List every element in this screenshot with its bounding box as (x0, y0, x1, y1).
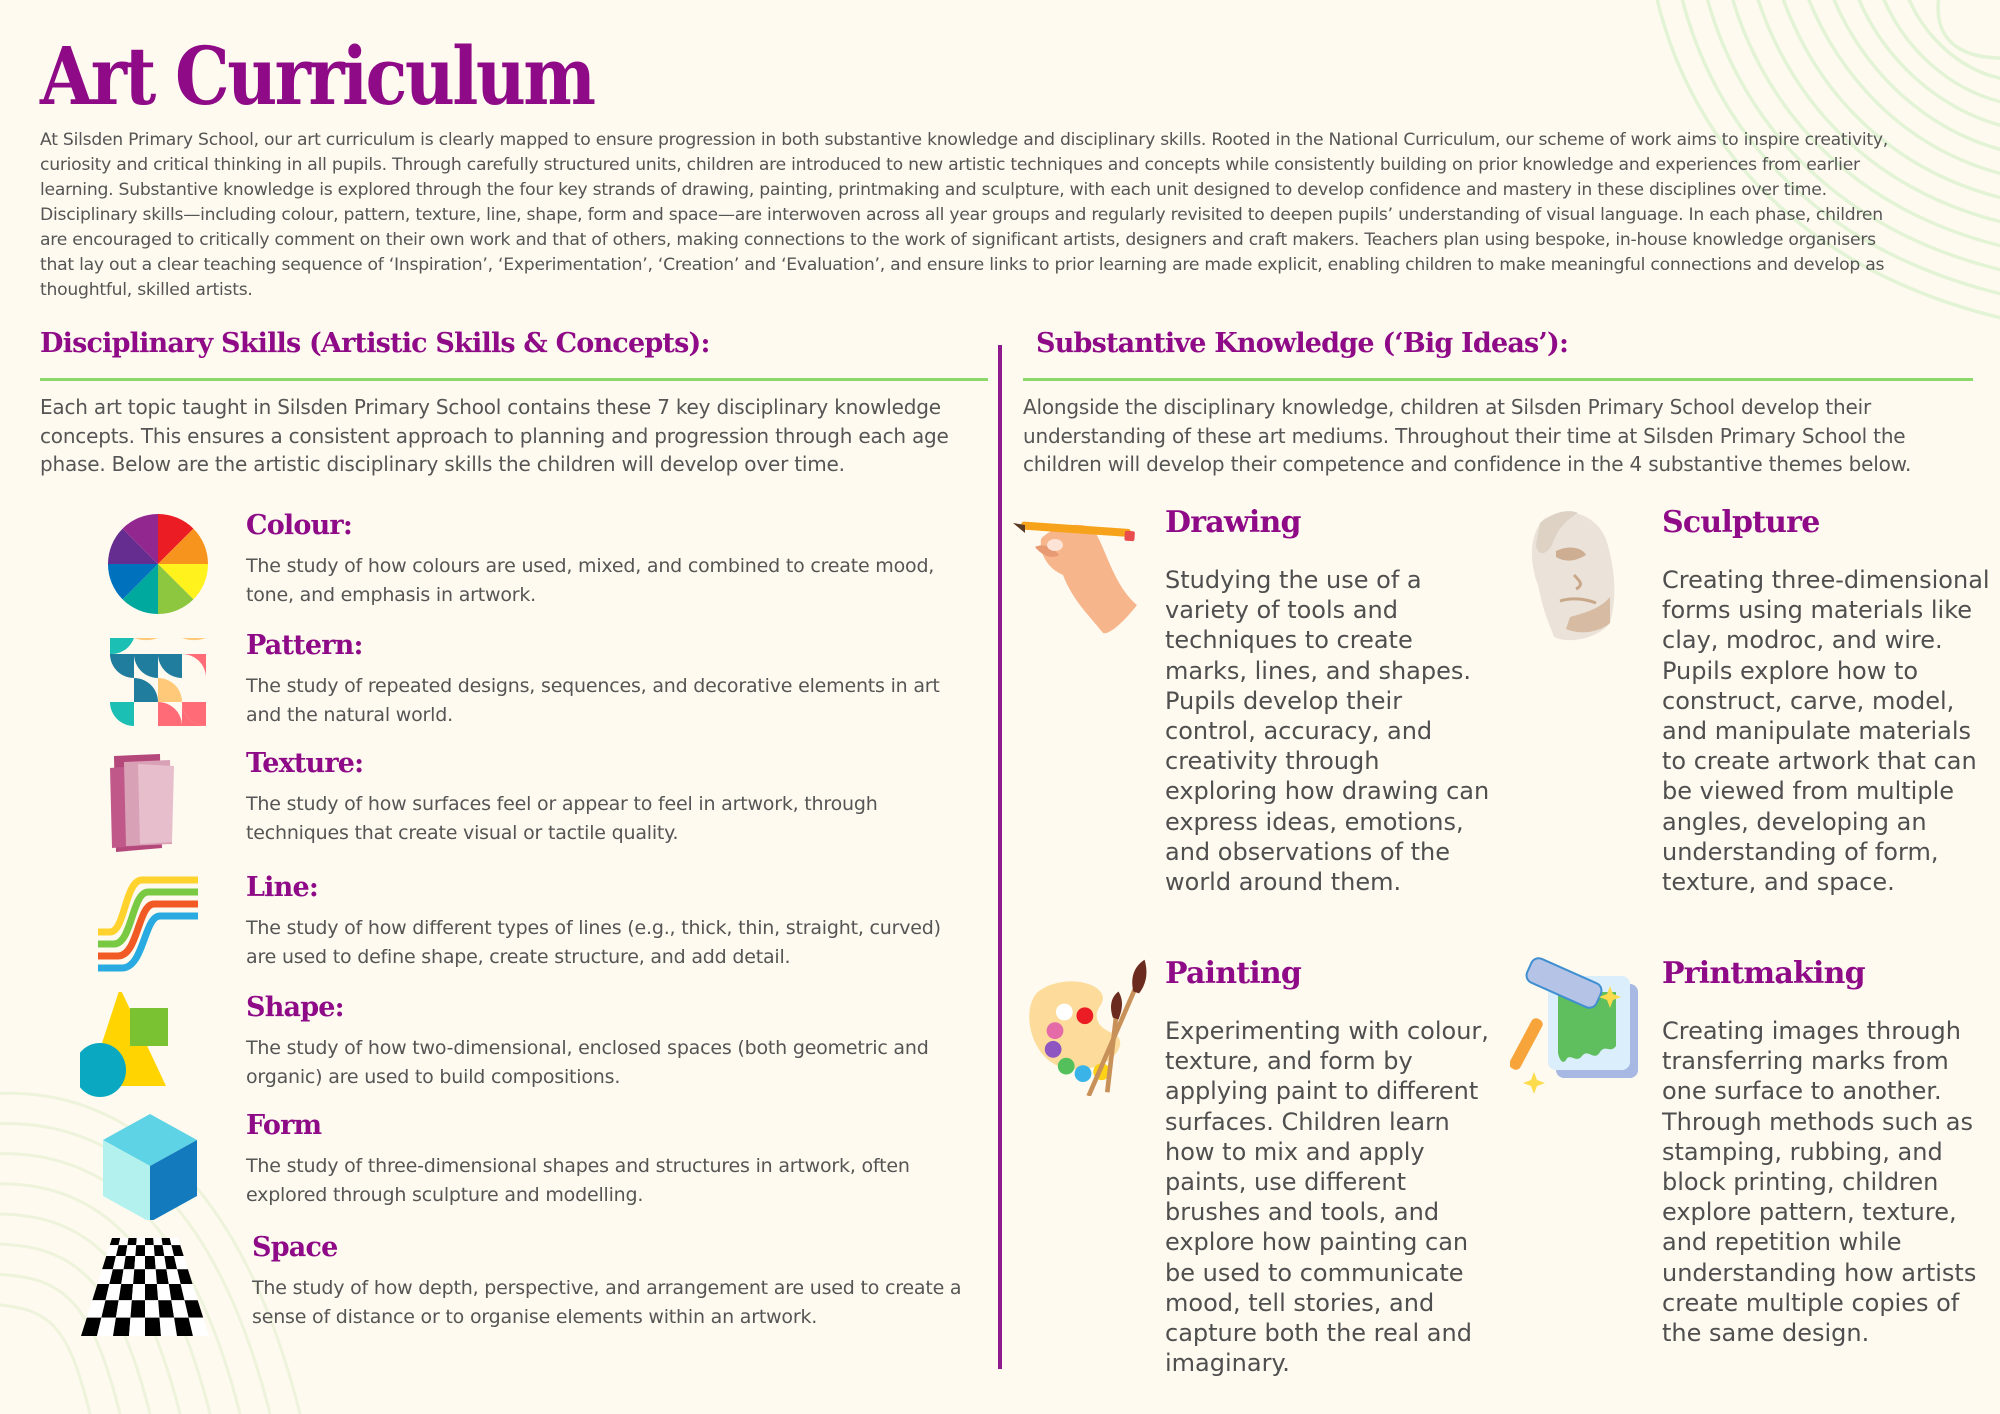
checker-tile (129, 1318, 145, 1336)
checker-tile (145, 1245, 155, 1256)
checker-tile (170, 1238, 180, 1245)
skill-name: Space (252, 1232, 338, 1263)
checker-tile (127, 1238, 136, 1245)
checker-tile (145, 1269, 157, 1284)
checker-tile (145, 1284, 158, 1300)
intro-paragraph: At Silsden Primary School, our art curriculum is clearly mapped to ensure progression in both substantive knowledge and disciplinary skills. Rooted in the National Curriculum, our scheme of work aims to inspire creativity, curiosity and critical thinking in all pupils. Through carefully structured units, children are introduced to new artistic techniques and concepts while consistently building on prior knowledge and experiences from earlier learning. Substantive knowledge is explored through the four key strands of drawing, painting, printmaking and sculpture, with each unit designed to develop confidence and mastery in these disciplines over time. Disciplinary skills—including colour, pattern, texture, line, shape, form and space—are interwoven across all year groups and regularly revisited to deepen pupils’ understanding of visual language. In each phase, children are encouraged to critically comment on their own work and that of others, making connections to the work of significant artists, designers and craft makers. Teachers plan using bespoke, in-house knowledge organisers that lay out a clear teaching sequence of ‘Inspiration’, ‘Experimentation’, ‘Creation’ and ‘Evaluation’, and ensure links to prior learning are made explicit, enabling children to make meaningful connections and develop as thoughtful, skilled artists. (40, 130, 1889, 300)
substantive-knowledge-heading: Substantive Knowledge (‘Big Ideas’): (1036, 328, 1569, 359)
pattern-tiles-icon (80, 630, 210, 740)
skill-name: Texture: (246, 748, 364, 779)
checker-tile (113, 1318, 130, 1336)
colour-wheel-icon (80, 510, 210, 620)
theme-description: Creating images through transferring marks from one surface to another. Through methods such as stamping, rubbing, and block printing, children explore pattern, texture, and repetition while understanding how artists create multiple copies of the same design. (1662, 1017, 1977, 1348)
checker-tile (130, 1300, 145, 1317)
skill-description: The study of how surfaces feel or appear to feel in artwork, through techniques that create visual or tactile quality. (246, 793, 878, 844)
texture-swatch-icon (80, 748, 210, 858)
checker-tile (134, 1256, 145, 1269)
page-title: Art Curriculum (40, 29, 594, 123)
skill-name: Line: (246, 872, 319, 903)
skill-name: Pattern: (246, 630, 363, 661)
theme-description: Creating three-dimensional forms using materials like clay, modroc, and wire. Pupils explore how to construct, carve, model, and manipulate materials to create artwork that can be viewed from multiple angles, developing an understanding of form, texture, and space. (1662, 566, 1990, 897)
palette-brushes-icon (1013, 956, 1153, 1096)
checker-tile (110, 1238, 120, 1245)
shapes-icon (80, 992, 210, 1102)
checkerboard-perspective-icon (80, 1232, 210, 1342)
skill-name: Shape: (246, 992, 344, 1023)
checker-tile (153, 1238, 162, 1245)
hand-pencil-icon (1013, 505, 1153, 645)
disciplinary-lead: Each art topic taught in Silsden Primary School contains these 7 key disciplinary knowledge concepts. This ensures a consistent approach to planning and progression through each age phase. Below are the artistic disciplinary skills the children will develop over time. (40, 395, 949, 476)
checker-tile (133, 1269, 145, 1284)
theme-name: Printmaking (1662, 956, 1865, 991)
skill-description: The study of repeated designs, sequences, and decorative elements in art and the natural world. (246, 675, 940, 726)
checker-tile (160, 1318, 177, 1336)
checker-tile (145, 1318, 161, 1336)
checker-tile (136, 1238, 145, 1245)
checker-tile (145, 1256, 156, 1269)
skill-form (80, 1110, 980, 1220)
checker-tile (145, 1238, 154, 1245)
column-divider (998, 345, 1002, 1369)
heading-rule (1023, 378, 1973, 381)
skill-name: Colour: (246, 510, 352, 541)
checker-tile (116, 1300, 132, 1317)
statue-head-icon (1510, 505, 1650, 645)
checker-tile (119, 1238, 129, 1245)
theme-name: Drawing (1165, 505, 1301, 540)
checker-tile (135, 1245, 145, 1256)
skill-pattern (80, 630, 980, 740)
skill-name: Form (246, 1110, 322, 1141)
skill-space (80, 1232, 980, 1342)
skill-colour (80, 510, 980, 620)
skill-shape (80, 992, 980, 1102)
disciplinary-skills-heading: Disciplinary Skills (Artistic Skills & Concepts): (40, 328, 710, 359)
paint-roller-icon (1510, 956, 1650, 1096)
checker-tile (154, 1245, 165, 1256)
theme-name: Painting (1165, 956, 1302, 991)
substantive-lead: Alongside the disciplinary knowledge, children at Silsden Primary School develop their understanding of these art mediums. Throughout their time at Silsden Primary School the children will develop their competence and confidence in the 4 substantive themes below. (1023, 395, 1912, 476)
skill-description: The study of three-dimensional shapes and structures in artwork, often explored through sculpture and modelling. (246, 1155, 910, 1206)
rainbow-lines-icon (80, 872, 210, 982)
skill-description: The study of how colours are used, mixed, and combined to create mood, tone, and emphasis in artwork. (246, 555, 935, 606)
checker-tile (158, 1300, 174, 1317)
heading-rule (40, 378, 988, 381)
checker-tile (145, 1300, 160, 1317)
theme-description: Experimenting with colour, texture, and form by applying paint to different surfaces. Children learn how to mix and apply paints, use different brushes and tools, and explore how painting can be used to communicate mood, tell stories, and capture both the real and imaginary. (1165, 1017, 1489, 1378)
skill-description: The study of how two-dimensional, enclosed spaces (both geometric and organic) are used to build compositions. (246, 1037, 929, 1088)
checker-tile (132, 1284, 145, 1300)
theme-name: Sculpture (1662, 505, 1820, 540)
cube-icon (80, 1110, 210, 1220)
skill-description: The study of how different types of lines (e.g., thick, thin, straight, curved) are used to define shape, create structure, and add detail. (246, 917, 941, 968)
theme-description: Studying the use of a variety of tools and techniques to create marks, lines, and shapes. Pupils develop their control, accuracy, and creativity through exploring how drawing can express ideas, emotions, and observations of the world around them. (1165, 566, 1490, 897)
checker-tile (126, 1245, 137, 1256)
skill-description: The study of how depth, perspective, and arrangement are used to create a sense of distance or to organise elements within an artwork. (252, 1277, 962, 1328)
skill-texture (80, 748, 980, 858)
skill-line (80, 872, 980, 982)
checker-tile (162, 1238, 172, 1245)
